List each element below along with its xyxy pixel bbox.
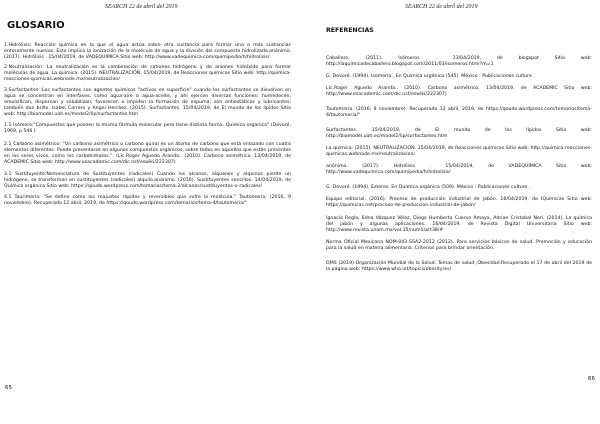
reference-entry: La química. (2015). NEUTRALIZACIÓN. 15/04/2019, de Reacciones químicas Sitio web: http://quimica-reacciones-quimicas.webnode.mx/neutralizacion/ <box>326 146 592 157</box>
reference-entry: Caballero. (2011). Isómeros . 13/04/2019, de blogspot Sitio web: http://laquimicadecaballero.blogspot.com/2011/03/isomeros.html?m=1 <box>326 56 592 67</box>
running-head: SEARCH 22 de abril del 2019 <box>405 4 478 10</box>
reference-entry: Surfactantes. 15/04/2019, de El mundo de los lípidos Sitio web: http://biomodel.uah.es/model2/lip/surfactantes.htm <box>326 127 592 139</box>
reference-entry: anónimo. (2017). Hidrólisis . 15/04/2019, de VADEQUÍMICA Sitio web: http://www.vadequimica.com/quimipedia/h/hidrolisis/ <box>326 164 592 176</box>
reference-entry: Tautomería. (2016, 9 noviembre). Recuperado 12 abril, 2019, de https://qoudo.wordpress.com/temarios/tema-4/tautomeria/" <box>326 107 592 119</box>
glossary-entry-carbono-asimetrico: 2.1 Carbono asimétrico: "Un carbono asimétrico o carbono quiral es un átomo de carbono que está enlazado con cuatro elementos diferentes. Puede presentarse en algunos compuestos orgánicos, sobre todos en aquellos que están presentes en los seres vivos, como los carbohidratos.". (Lic.Roger Aguedo Aranda.. (2010). Carbono asimétrico. 13/04/2019, de ACADEMIC Sitio web: http://www.esacademic.com/dic.nsf/eswiki/222307) <box>4 142 291 166</box>
right-page <box>300 0 600 424</box>
glossary-entry-taurimeria: 4.1 Taurimeria: "Se define como los reajustes rápidos y reversibles que sufre la molécula." Tautomería. (2016, 9 noviembre). Recuperado 12 abril, 2019, de https://qoudo.wordpress.com/temarios/tema-4/tautomeria/" <box>4 195 291 206</box>
glossary-entry-neutralizacion: 2.Neutralización: La neutralización es la combinación de cationes hidrógeno y de aniones hidróxido para formar moléculas de agua. La química. (2015). NEUTRALIZACIÓN. 15/04/2019, de Reacciones químicas Sitio web: http://quimica-reacciones-quimicas.webnode.mx/neutralizacion/ <box>4 65 291 82</box>
reference-entry: Lic.Roger Aguedo Aranda.. (2010). Carbono asimétrico. 13/04/2019, de ACADEMIC Sitio web: http://www.esacademic.com/dic.nsf/eswiki/222307) <box>326 86 592 98</box>
glossary-entries <box>4 43 291 207</box>
reference-entry: G. Devoré. (1994). Ésteres. En Química orgánica (509). México : Publicaciones culture . <box>326 184 531 190</box>
reference-entry: Norma Oficial Mexicana NOM-043-SSA2-2012 (2012). Para servicios básicos de salud. Promoción y educación para la salud en materia alimentaria. Criterios para brindar orientación. <box>326 240 592 252</box>
glossary-entry-sustituyente: 3.1 Sustituyente:Nomenclatura de Sustituyentes (radicales) Cuando los alcanos, alquenos y alquinos pierde un hidrógeno, se transforman en sustituyentes (radicales) alquilo.anónimo. (2016). Sustituyentes sencillos. 14/04/2019, de Química orgánica Sitio web: https://qoudo.wordpress.com/temarios/tema-2/alcanos/sustituyentes-o-radicales/ <box>4 171 291 189</box>
reference-entry: Ignacio Regla, Edna Vázquez Vélez, Diego Humberto Cuervo Amaya, Adrian Cristobal Neri. (2014). La química del jabón y algunas aplicaciones. 16/04/2019, de Revista Digital Universitaria Sitio web: http://www.revista.unam.mx/vol.15/num5/art38/# <box>326 215 592 233</box>
reference-entry: Equipo editorial. (2016). Proceso de producción industrial de jabón. 16/04/2019, de IQuímicas Sitio web: https://quimicas.net/proceso-de-produccion-industrial-de-jabon/ <box>326 197 592 209</box>
references-list <box>326 56 592 273</box>
references-title: REFERENCIAS <box>326 27 374 34</box>
glossary-title: GLOSARIO <box>7 20 65 31</box>
reference-entry: G. Devoré. (1994). Isomería . En Química orgánica (545). México : Publicaciones culture . <box>326 74 535 80</box>
reference-entry: OMS (2019) Organización Mundial de la Salud. Temas de salud ,Obesidad.Recuperado el 17 de abril del 2019 de la página web: https://www.who.int/topics/obesity/es/ <box>326 261 592 273</box>
running-head: SEARCH 22 de abril del 2019 <box>105 4 178 10</box>
page-number: 65 <box>5 385 12 391</box>
glossary-entry-isomero: 1.1 Isómero:"Compuestos que poseen la misma fórmula molecular pero tiene distinta forma. Química orgánica" (Devoré, 1969, p.546 ) <box>4 123 291 135</box>
glossary-entry-hidrolisis: 1.Hidrólisis: Reacción química en la que el agua actúa sobre otra sustancia para formar una o más sustancias enteramente nuevas. Esto implica la ionización de la molécula de agua y la división del compuesto hidrolizado.anónimo. (2017). Hidrólisis . 15/04/2019, de VADEQUÍMICA Sitio web: http://www.vadequimica.com/quimipedia/h/hidrolisis/ <box>4 43 291 60</box>
glossary-entry-surfactantes: 3.Surfactantes :Los surfactantes son agentes químicos "activos en superficie" cuando los surfactantes se disuelven en agua se concentran en interfases, como agua-aire o agua-aceite, y ahí ejercen diversas funciones: humedecen, emulsifican, dispersan y solubilizan; favorecen o impiden la formación de espuma; son antiestáticos y lubricantes; también dan brillo. Isabel Carrero y Angel Herráez. (2015). Surfactantes. 15/04/2019, de El mundo de los lípidos Sitio web: http://biomodel.uah.es/model2/lip/surfactantes.htm <box>4 88 291 117</box>
page-number: 66 <box>588 376 595 382</box>
